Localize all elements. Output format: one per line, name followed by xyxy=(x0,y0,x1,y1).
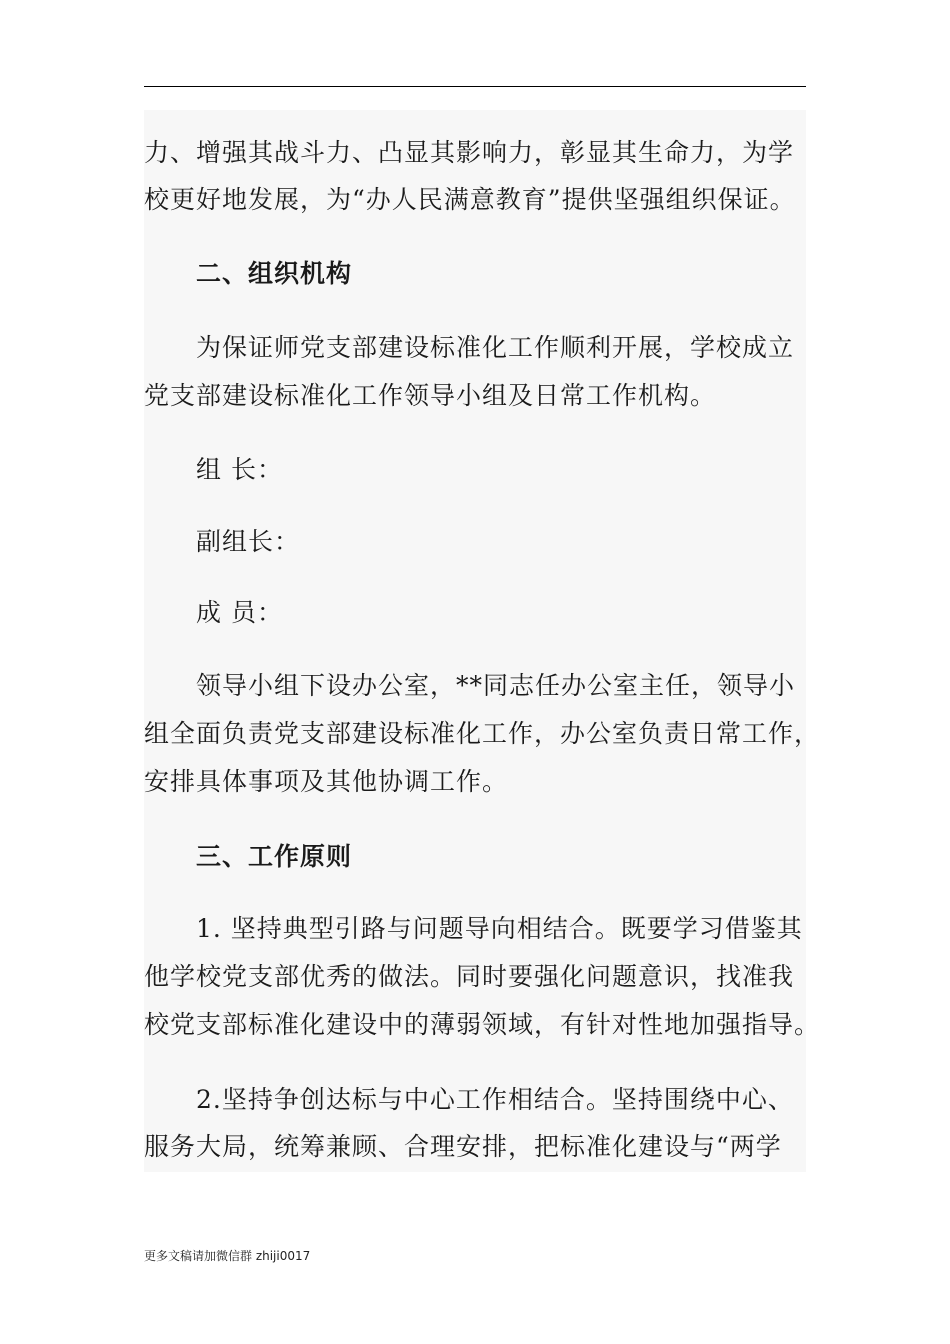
header-rule xyxy=(144,86,806,87)
document-body xyxy=(144,110,821,1172)
paragraph-line: 1. 坚持典型引路与问题导向相结合。既要学习借鉴其 xyxy=(196,914,803,943)
paragraph-line: 领导小组下设办公室，**同志任办公室主任，领导小 xyxy=(196,671,796,700)
footer-note: 更多文稿请加微信群 zhiji0017 xyxy=(144,1249,311,1263)
section-heading-2: 二、组织机构 xyxy=(196,259,353,288)
section-heading-3: 三、工作原则 xyxy=(196,842,353,871)
paragraph-line: 党支部建设标准化工作领导小组及日常工作机构。 xyxy=(144,381,717,410)
paragraph-line: 组全面负责党支部建设标准化工作，办公室负责日常工作， xyxy=(144,719,821,748)
paragraph-line: 2.坚持争创达标与中心工作相结合。坚持围绕中心、 xyxy=(196,1085,794,1114)
paragraph-line: 校更好地发展，为“办人民满意教育”提供坚强组织保证。 xyxy=(144,185,796,214)
deputy-leader-field: 副组长： xyxy=(196,527,301,556)
leader-field: 组 长： xyxy=(196,455,283,484)
paragraph-line: 服务大局，统筹兼顾、合理安排，把标准化建设与“两学 xyxy=(144,1132,782,1161)
paragraph-line: 他学校党支部优秀的做法。同时要强化问题意识，找准我 xyxy=(144,962,795,991)
paragraph-line: 安排具体事项及其他协调工作。 xyxy=(144,767,509,796)
paragraph-line: 为保证师党支部建设标准化工作顺利开展，学校成立 xyxy=(196,333,795,362)
members-field: 成 员： xyxy=(196,598,283,627)
paragraph-line: 校党支部标准化建设中的薄弱领域，有针对性地加强指导。 xyxy=(144,1010,821,1039)
paragraph-line: 力、增强其战斗力、凸显其影响力，彰显其生命力，为学 xyxy=(144,138,795,167)
